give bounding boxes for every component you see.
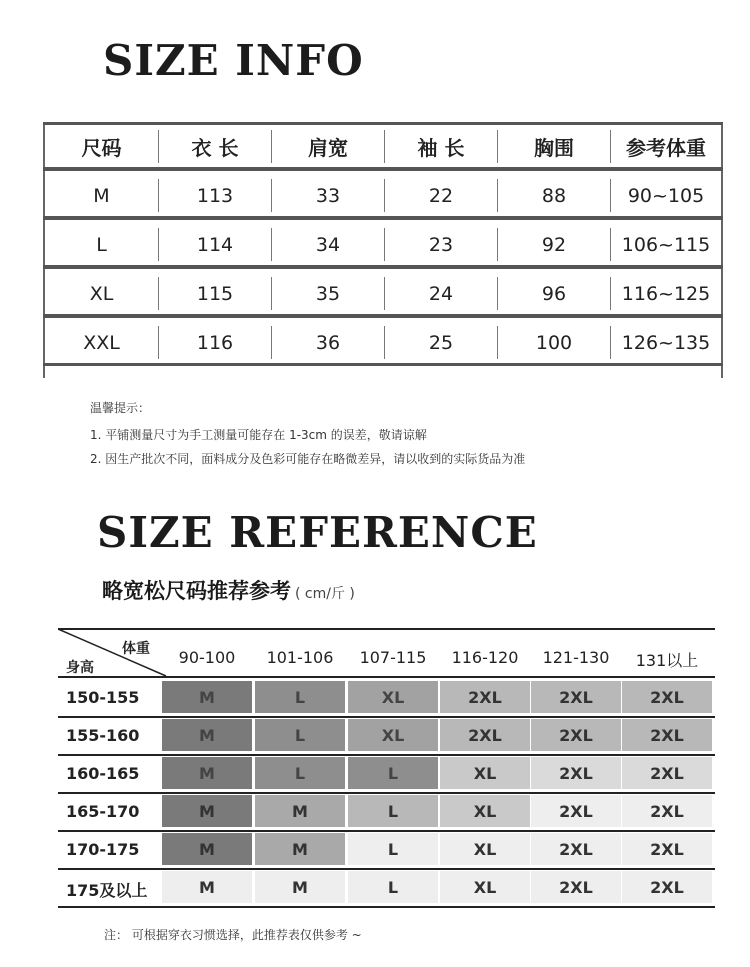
- table-cell: 24: [384, 277, 497, 310]
- weight-range-header: 90-100: [178, 648, 236, 667]
- table-divider: [43, 216, 723, 220]
- size-recommendation-cell: XL: [440, 833, 530, 865]
- table-row: [45, 228, 721, 261]
- table-cell: XXL: [83, 331, 120, 354]
- size-recommendation-cell: 2XL: [440, 719, 530, 751]
- row-divider: [58, 906, 715, 908]
- table-cell: 114: [158, 228, 271, 261]
- size-recommendation-cell: XL: [348, 719, 438, 751]
- table-divider: [43, 265, 723, 269]
- notes-title: 温馨提示：: [90, 401, 151, 415]
- table-cell: 96: [497, 277, 610, 310]
- height-range-label: 165-170: [66, 802, 140, 821]
- header-cell: 袖 长: [384, 130, 497, 163]
- reference-subtitle: [102, 575, 355, 605]
- row-divider: [58, 676, 715, 678]
- size-recommendation-cell: XL: [348, 681, 438, 713]
- size-recommendation-cell: 2XL: [622, 871, 712, 903]
- height-range-label: 155-160: [66, 726, 140, 745]
- table-cell: 106~115: [610, 228, 721, 261]
- table-divider: [43, 167, 723, 171]
- size-recommendation-cell: M: [162, 795, 252, 827]
- size-recommendation-cell: M: [162, 833, 252, 865]
- weight-range-header: 107-115: [359, 648, 427, 667]
- weight-range-header: 101-106: [266, 648, 334, 667]
- size-recommendation-cell: L: [255, 719, 345, 751]
- size-recommendation-cell: L: [348, 833, 438, 865]
- size-recommendation-cell: M: [255, 871, 345, 903]
- table-cell: 33: [271, 179, 384, 212]
- table-cell: 23: [384, 228, 497, 261]
- height-label: 身高: [66, 660, 94, 676]
- weight-label: 体重: [122, 641, 150, 657]
- table-cell: 35: [271, 277, 384, 310]
- weight-range-header: 131以上: [635, 651, 699, 670]
- row-divider: [58, 716, 715, 718]
- size-recommendation-cell: M: [255, 833, 345, 865]
- table-cell: 92: [497, 228, 610, 261]
- size-recommendation-cell: 2XL: [531, 681, 621, 713]
- size-recommendation-cell: L: [255, 757, 345, 789]
- table-cell: 116~125: [610, 277, 721, 310]
- table-cell: 22: [384, 179, 497, 212]
- size-recommendation-cell: 2XL: [531, 795, 621, 827]
- size-recommendation-cell: 2XL: [622, 795, 712, 827]
- header-cell: 胸围: [497, 130, 610, 163]
- table-cell: 88: [497, 179, 610, 212]
- height-range-label: 170-175: [66, 840, 140, 859]
- size-recommendation-cell: L: [348, 871, 438, 903]
- size-recommendation-cell: 2XL: [622, 757, 712, 789]
- size-recommendation-cell: 2XL: [531, 757, 621, 789]
- size-recommendation-cell: M: [162, 681, 252, 713]
- weight-range-header: 121-130: [542, 648, 610, 667]
- table-cell: 116: [158, 326, 271, 359]
- size-recommendation-cell: 2XL: [531, 871, 621, 903]
- size-recommendation-cell: XL: [440, 757, 530, 789]
- size-recommendation-cell: 2XL: [622, 681, 712, 713]
- unit-label: ( cm/斤 ): [295, 586, 355, 602]
- subtitle-text: 略宽松尺码推荐参考: [102, 579, 291, 603]
- table-cell: XL: [89, 282, 114, 305]
- table-divider: [43, 363, 723, 366]
- table-cell: L: [96, 233, 107, 256]
- size-recommendation-cell: XL: [440, 795, 530, 827]
- table-row: [45, 179, 721, 212]
- size-recommendation-cell: L: [348, 795, 438, 827]
- note-item: 1. 平铺测量尺寸为手工测量可能存在 1-3cm 的误差，敬请谅解: [90, 428, 427, 442]
- table-row: [45, 277, 721, 310]
- header-cell: 衣 长: [158, 130, 271, 163]
- row-divider: [58, 830, 715, 832]
- size-recommendation-cell: L: [255, 681, 345, 713]
- size-recommendation-cell: M: [255, 795, 345, 827]
- size-recommendation-cell: M: [162, 719, 252, 751]
- size-info-table: [43, 122, 723, 378]
- size-recommendation-cell: L: [348, 757, 438, 789]
- table-edge: [721, 122, 723, 378]
- footnote: 注： 可根据穿衣习惯选择，此推荐表仅供参考 ~: [104, 928, 362, 942]
- size-recommendation-cell: 2XL: [531, 833, 621, 865]
- note-item: 2. 因生产批次不同，面料成分及色彩可能存在略微差异，请以收到的实际货品为准: [90, 452, 526, 466]
- size-recommendation-cell: M: [162, 871, 252, 903]
- height-range-label: 175及以上: [66, 881, 148, 900]
- table-cell: 25: [384, 326, 497, 359]
- size-reference-title: SIZE REFERENCE: [97, 508, 538, 557]
- table-header-row: [45, 130, 721, 163]
- header-cell: 尺码: [81, 136, 122, 160]
- size-recommendation-cell: XL: [440, 871, 530, 903]
- row-divider: [58, 754, 715, 756]
- size-info-title: SIZE INFO: [103, 36, 364, 85]
- table-cell: 113: [158, 179, 271, 212]
- table-divider: [43, 122, 723, 125]
- size-recommendation-cell: M: [162, 757, 252, 789]
- size-recommendation-cell: 2XL: [622, 833, 712, 865]
- table-cell: M: [93, 184, 110, 207]
- height-range-label: 160-165: [66, 764, 140, 783]
- table-row: [45, 326, 721, 359]
- size-reference-table: [58, 628, 715, 916]
- header-cell: 肩宽: [271, 130, 384, 163]
- table-cell: 36: [271, 326, 384, 359]
- table-divider: [43, 314, 723, 318]
- row-divider: [58, 792, 715, 794]
- table-cell: 90~105: [610, 179, 721, 212]
- header-cell: 参考体重: [610, 130, 721, 163]
- size-recommendation-cell: 2XL: [440, 681, 530, 713]
- height-range-label: 150-155: [66, 688, 140, 707]
- size-recommendation-cell: 2XL: [531, 719, 621, 751]
- table-cell: 100: [497, 326, 610, 359]
- table-cell: 126~135: [610, 326, 721, 359]
- size-recommendation-cell: 2XL: [622, 719, 712, 751]
- table-cell: 34: [271, 228, 384, 261]
- weight-range-header: 116-120: [451, 648, 519, 667]
- table-cell: 115: [158, 277, 271, 310]
- row-divider: [58, 868, 715, 870]
